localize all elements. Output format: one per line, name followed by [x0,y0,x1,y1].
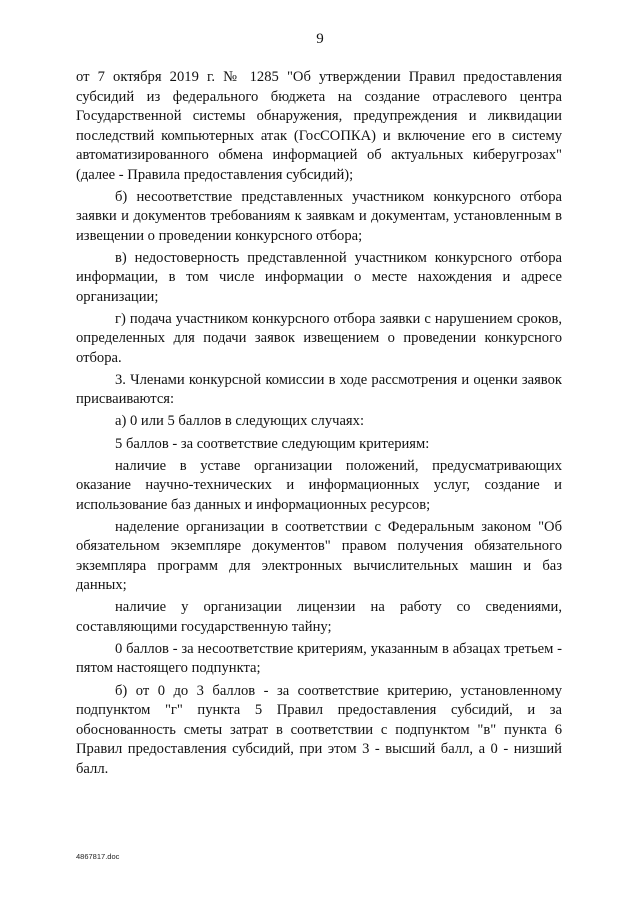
paragraph-item-v: в) недостоверность представленной участником конкурсного отбора информации, в том числе информации о месте нахождения и адресе организации; [76,249,562,305]
document-file-reference: 4867817.doc [76,852,120,861]
page-number: 9 [316,31,324,47]
body-text [76,68,562,782]
paragraph-item-b: б) несоответствие представленных участником конкурсного отбора заявки и документов требованиям к заявкам и документам, установленным в извещении о проведении конкурсного отбора; [76,188,562,244]
paragraph-criterion-charter: наличие в уставе организации положений, предусматривающих оказание научно-технических и информационных услуг, создание и использование баз данных и информационных ресурсов; [76,457,562,513]
paragraph-zero-points: 0 баллов - за несоответствие критериям, указанным в абзацах третьем - пятом настоящего подпункта; [76,640,562,677]
paragraph-criterion-license: наличие у организации лицензии на работу со сведениями, составляющими государственную тайну; [76,599,562,635]
paragraph-criterion-mandatory-copy: наделение организации в соответствии с Федеральным законом "Об обязательном экземпляре документов" правом получения обязательного экземпляра программ для электронных вычислительных машин и баз данных; [76,518,562,594]
paragraph-item-b-scoring: б) от 0 до 3 баллов - за соответствие критерию, установленному подпунктом "г" пункта 5 Правил предоставления субсидий, и за обоснованность сметы затрат в соответствии с подпунктом "в" пункта 6 Правил предоставления субсидий, при этом 3 - высший балл, а 0 - низший балл. [76,682,562,777]
paragraph-continuation: от 7 октября 2019 г. № 1285 "Об утверждении Правил предоставления субсидий из федерального бюджета на создание отраслевого центра Государственной системы обнаружения, предупреждения и ликвидации последствий компьютерных атак (ГосСОПКА) и включение его в систему автоматизированного обмена информацией об актуальных киберугрозах" (далее - Правила предоставления субсидий); [76,69,562,183]
paragraph-item-a: а) 0 или 5 баллов в следующих случаях: [115,413,364,430]
paragraph-clause-3: 3. Членами конкурсной комиссии в ходе рассмотрения и оценки заявок присваиваются: [76,371,562,408]
paragraph-five-points: 5 баллов - за соответствие следующим критериям: [115,435,430,452]
paragraph-item-g: г) подача участником конкурсного отбора заявки с нарушением сроков, определенных для подачи заявок извещением о проведении конкурсного отбора. [76,310,562,366]
